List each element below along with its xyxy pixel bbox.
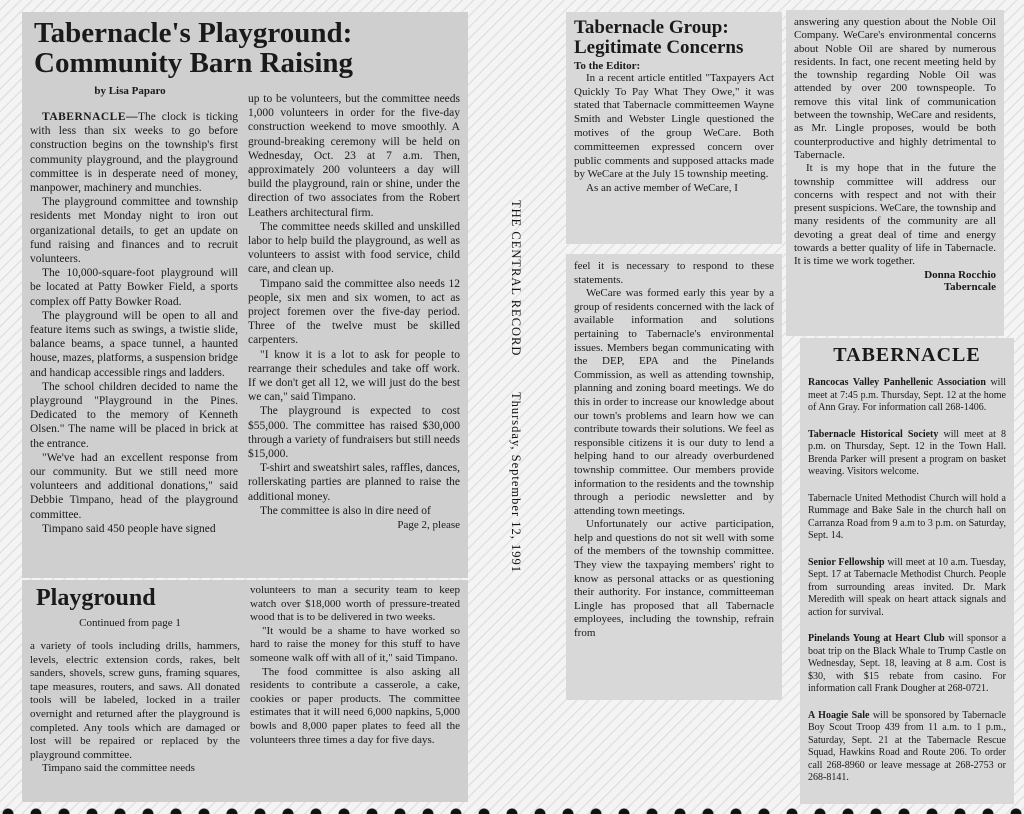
letter-paragraph: As an active member of WeCare, I (586, 182, 738, 195)
barn-headline-line-2: Community Barn Raising (34, 47, 354, 80)
barn-headline (30, 18, 460, 79)
calendar-item: Pinelands Young at Heart Club will sponsor a boat trip on the Black Whale to Trump Castle on Wednesday, Sept. 18, leaving at 8 a.m. Cost is $30, with $15 rebate from casino. For information call Frank Dougher at 268-0721. (808, 633, 1007, 694)
barn-paragraph: The playground will be open to all and feature items such as swings, a twistie slide, balance beams, a space tunnel, a haunted house, mazes, platforms, a suspension bridge and handicap accessible rings and ladders. (30, 309, 238, 379)
letter-middle-section (566, 254, 782, 700)
barn-column-1 (30, 110, 238, 536)
letter-paragraph: In a recent article entitled "Taxpayers Act Quickly To Pay What They Owe," it was stated that Tabernacle committeemen Wayne Smith and Webster Lingle questioned the motives of the group WeCare. Both committeemen expressed concern over public comments and supposed attacks made by WeCare at the July 15 township meeting. (574, 71, 774, 181)
letter-headline (574, 18, 774, 58)
letter-part-1 (574, 72, 774, 196)
letter-salutation: To the Editor: (574, 59, 641, 72)
calendar-item: A Hoagie Sale will be sponsored by Tabernacle Boy Scout Troop 439 from 11 a.m. to 1 p.m., Saturday, Sept. 21 at the Tabernacle Rescue Squad, Hawkins Road and Route 206. To order call 268-8960 or leave message at 268-2753 or 268-8141. (808, 709, 1006, 783)
playground-paragraph: Timpano said the committee needs (42, 762, 195, 775)
barn-paragraph: The committee is also in dire need of (260, 504, 431, 517)
barn-headline-line-1: Tabernacle's Playground: (34, 17, 353, 49)
barn-paragraph: "I know it is a lot to ask for people to rearrange their schedules and take off work. If we don't get all 12, we will just do the best we can," said Timpano. (248, 348, 460, 404)
calendar-item: Tabernacle United Methodist Church will hold a Rummage and Bake Sale in the church hall on Carranza Road from 9 a.m to 3 p.m. on Saturday, Sept. 14. (808, 492, 1006, 541)
letter-headline-line-2: Legitimate Concerns (574, 36, 744, 58)
playground-continued-article (22, 580, 468, 802)
letter-signer-town: Taberncale (943, 280, 996, 293)
letter-part-2 (574, 260, 774, 641)
barn-dateline: TABERNACLE— (42, 111, 139, 123)
calendar-item: Tabernacle Historical Society will meet at 8 p.m. on Thursday, Sept. 12 in the Town Hall. Brenda Parker will present a program on basket weaving. Visitors welcome. (808, 428, 1006, 477)
letter-headline-line-1: Tabernacle Group: (574, 17, 729, 38)
letter-paragraph: feel it is necessary to respond to these statements. (574, 260, 774, 286)
barn-paragraph: TABERNACLE—The clock is ticking with less than six weeks to go before construction begins on the township's first community playground, and the playground committee is in desperate need of money, manpower, machinery and munchies. (30, 111, 238, 195)
barn-paragraph: Timpano said the committee also needs 12 people, six men and six women, to act as project foremen over the five-day period. Three of the twelve must be skilled carpenters. (248, 277, 460, 347)
letter-signer: Donna Rocchio (924, 268, 996, 281)
barn-paragraph: The playground committee and township residents met Monday night to iron out organizational details, to get an update on fund raising and finances and to recruit volunteers. (30, 196, 238, 266)
playground-paragraph: The food committee is also asking all residents to contribute a casserole, a cake, cookies or paper products. The committee estimates that it will need 6,000 napkins, 5,000 bowls and 8,000 paper plates to feed all the volunteers three times a day for five days. (250, 665, 460, 746)
playground-column-2 (250, 584, 460, 747)
binder-holes (0, 804, 1024, 814)
barn-column-2 (248, 92, 460, 532)
barn-paragraph: Timpano said 450 people have signed (42, 522, 216, 535)
newspaper-name-label: THE CENTRAL RECORD (509, 200, 523, 357)
playground-paragraph: volunteers to man a security team to keep watch over $18,000 worth of pressure-treated wood that is to be delivered in two weeks. (250, 584, 460, 624)
playground-headline: Playground (36, 585, 156, 611)
letter-paragraph: It is my hope that in the future the township committee will address our concerns with respect and not with their present suspicions. WeCare, the township and many residents of the community are all devoting a great deal of time and energy towards a better quality of life in Tabernacle. It is time we work together. (794, 162, 996, 268)
continued-from-line: Continued from page 1 (79, 617, 181, 630)
barn-paragraph: "We've had an excellent response from our community. But we still need more volunteers and additional donations," said Debbie Timpano, head of the playground committee. (30, 451, 238, 521)
barn-paragraph: The school children decided to name the playground "Playground in the Pines. Dedicated to the memory of Kenneth Olsen." The name will be placed in brick at the entrance. (30, 380, 238, 450)
letter-headline-section (566, 12, 782, 244)
calendar-item: Senior Fellowship will meet at 10 a.m. Tuesday, Sept. 17 at Tabernacle Methodist Church. People from surrounding areas invited. Dr. Mark Meredith will speak on heart attack signals and action for survival. (808, 556, 1006, 618)
letter-final-section (786, 10, 1004, 336)
playground-paragraph: a variety of tools including drills, hammers, levels, electric extension cords, rakes, belt sanders, shovels, screw guns, framing squares, tape measures, routers, and saws. All donated tools will be labeled, locked in a trailer overnight and returned after the playground is completed. Any tools which are damaged or lost will be repaired or replaced by the playground committee. (30, 640, 240, 761)
letter-paragraph: Unfortunately our active participation, help and questions do not sit well with some of the members of the township committee. They view the taxpaying members' right to know as personal attacks or as questioning their authority. For instance, committeeman Lingle has proposed that all Tabernacle employees, including the township, refrain from (574, 518, 774, 640)
publication-date-label: Thursday, September 12, 1991 (509, 392, 523, 573)
calendar-item: Rancocas Valley Panhellenic Association will meet at 7:45 p.m. Thursday, Sept. 12 at the home of Ann Gray. For information call 268-1406. (808, 377, 1007, 413)
barn-paragraph: up to be volunteers, but the committee needs 1,000 volunteers in order for the five-day construction weekend to move smoothly. A ground-breaking ceremony will be held on Wednesday, Oct. 23 at 7 a.m. Then, approximately 200 volunteers a day will build the playground, rain or shine, under the direction of two associates from the Robert Leathers architectural firm. (248, 93, 460, 219)
letter-paragraph: WeCare was formed early this year by a group of residents concerned with the lack of available information and solutions pertaining to Tabernacle's environmental issues. Members began communicating with the DEP, EPA and the Pinelands Commission, as well as attending township, planning and zoning board meetings. We do this in order to increase our knowledge about our town's problems and learn how we can contribute towards their solutions. We feel as responsible citizens it is our duty to lend a helping hand to our already overburdened township committee. Our members provide information to the residents and the township through a periodic newsletter and by attending town meetings. (574, 287, 774, 517)
community-calendar (800, 338, 1014, 804)
letter-part-3 (794, 16, 996, 269)
barn-paragraph: The 10,000-square-foot playground will be located at Patty Bowker Field, a sports complex off Patty Bowker Road. (30, 267, 238, 308)
barn-paragraph: The committee needs skilled and unskilled labor to help build the playground, as well as volunteers to assist with food service, child care, and clean up. (248, 220, 460, 276)
playground-column-1 (30, 640, 240, 776)
barn-raising-article (22, 12, 468, 578)
calendar-heading: TABERNACLE (833, 344, 981, 366)
barn-paragraph: The playground is expected to cost $55,000. The committee has raised $30,000 through a variety of fundraisers but still needs $15,000. (248, 405, 460, 461)
playground-paragraph: "It would be a shame to have worked so hard to raise the money for this stuff to have someone walk off with all of it," said Timpano. (250, 624, 460, 664)
barn-byline: by Lisa Paparo (94, 84, 166, 97)
barn-paragraph: T-shirt and sweatshirt sales, raffles, dances, rollerskating parties are planned to raise the additional money. (248, 462, 460, 503)
letter-paragraph: answering any question about the Noble Oil Company. WeCare's environmental concerns about Noble Oil are shared by numerous residents. In fact, one recent meeting held by the township regarding Noble Oil was attended by over 200 townspeople. To remove this vital link of communication between the township, WeCare and residents, as Mr. Lingle proposes, would be both counterproductive and highly detrimental to Tabernacle. (794, 16, 996, 161)
barn-jump-line: Page 2, please (397, 519, 460, 532)
